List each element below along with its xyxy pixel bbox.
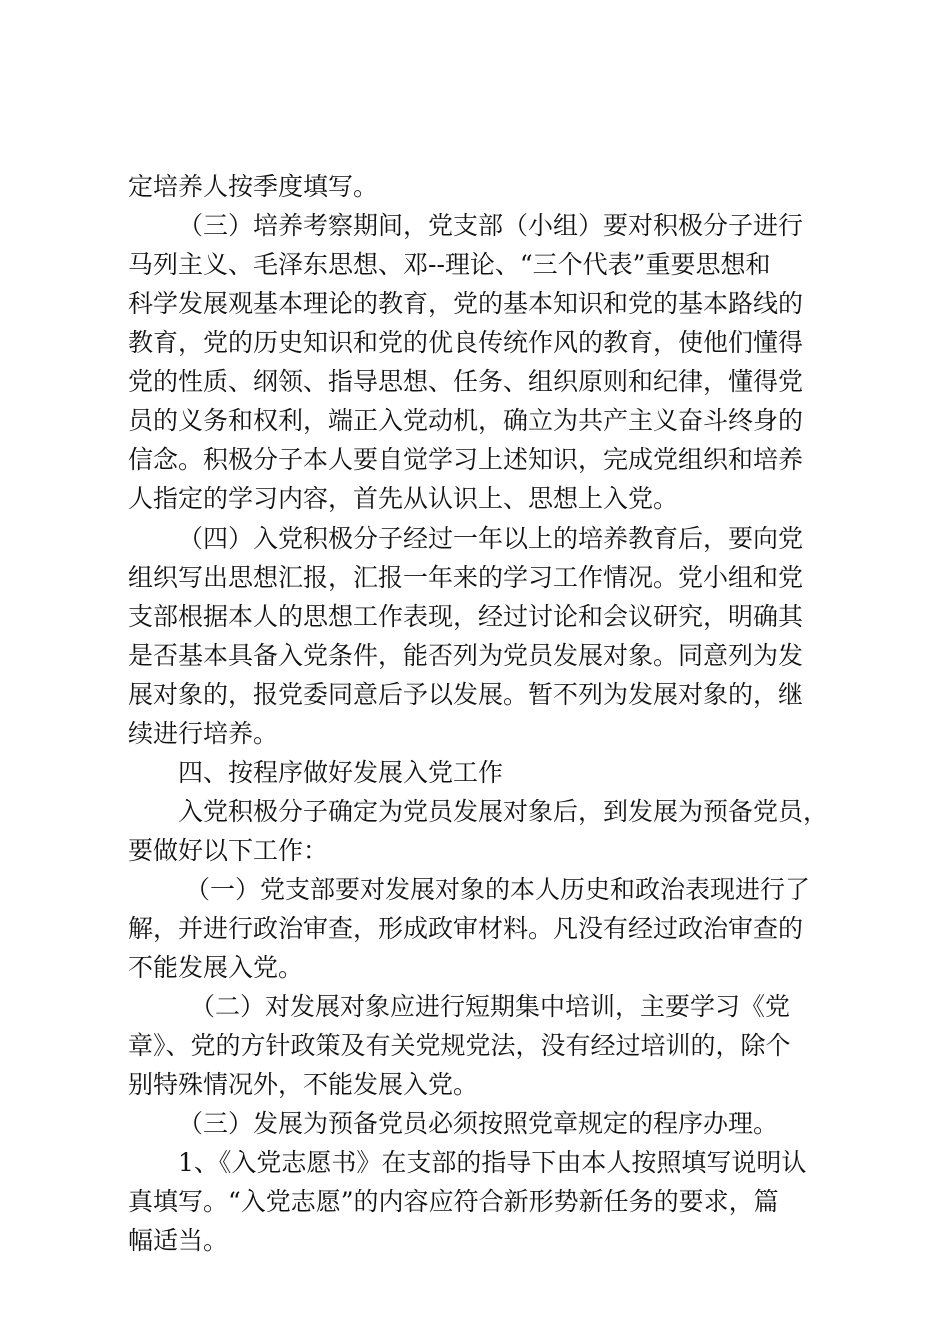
text-line: 组织写出思想汇报，汇报一年来的学习工作情况。党小组和党 xyxy=(128,563,804,592)
text-line: （四）入党积极分子经过一年以上的培养教育后，要向党 xyxy=(178,524,804,553)
text-line: 真填写。“入党志愿”的内容应符合新形势新任务的要求，篇 xyxy=(128,1187,779,1216)
text-line: （二）对发展对象应进行短期集中培训，主要学习《党 xyxy=(190,992,791,1021)
text-line: 支部根据本人的思想工作表现，经过讨论和会议研究，明确其 xyxy=(128,602,804,631)
text-line: （三）发展为预备党员必须按照党章规定的程序办理。 xyxy=(178,1109,779,1138)
text-line: 是否基本具备入党条件，能否列为党员发展对象。同意列为发 xyxy=(128,641,804,670)
text-line: 员的义务和权利，端正入党动机，确立为共产主义奋斗终身的 xyxy=(128,406,804,435)
text-line: 马列主义、毛泽东思想、邓--理论、“三个代表”重要思想和 xyxy=(128,250,771,279)
text-line: （一）党支部要对发展对象的本人历史和政治表现进行了 xyxy=(185,875,811,904)
text-line: （三）培养考察期间，党支部（小组）要对积极分子进行 xyxy=(178,211,804,240)
text-line: 别特殊情况外，不能发展入党。 xyxy=(128,1070,479,1099)
text-line: 解，并进行政治审查，形成政审材料。凡没有经过政治审查的 xyxy=(128,914,804,943)
section-heading: 四、按程序做好发展入党工作 xyxy=(178,758,504,787)
text-line: 续进行培养。 xyxy=(128,719,279,748)
text-line: 幅适当。 xyxy=(128,1226,229,1255)
text-line: 展对象的，报党委同意后予以发展。暂不列为发展对象的，继 xyxy=(128,680,804,709)
text-line: 人指定的学习内容，首先从认识上、思想上入党。 xyxy=(128,484,679,513)
text-line: 要做好以下工作： xyxy=(128,836,329,865)
text-line: 章》、党的方针政策及有关党规党法，没有经过培训的，除个 xyxy=(128,1031,791,1060)
text-line: 1、《入党志愿书》在支部的指导下由本人按照填写说明认 xyxy=(178,1148,807,1177)
text-line: 不能发展入党。 xyxy=(128,953,304,982)
text-line: 入党积极分子确定为党员发展对象后，到发展为预备党员， xyxy=(178,797,829,826)
text-line: 科学发展观基本理论的教育，党的基本知识和党的基本路线的 xyxy=(128,289,804,318)
text-line: 党的性质、纲领、指导思想、任务、组织原则和纪律，懂得党 xyxy=(128,367,804,396)
text-line: 信念。积极分子本人要自觉学习上述知识，完成党组织和培养 xyxy=(128,445,804,474)
text-line: 定培养人按季度填写。 xyxy=(128,172,379,201)
text-line: 教育，党的历史知识和党的优良传统作风的教育，使他们懂得 xyxy=(128,328,804,357)
